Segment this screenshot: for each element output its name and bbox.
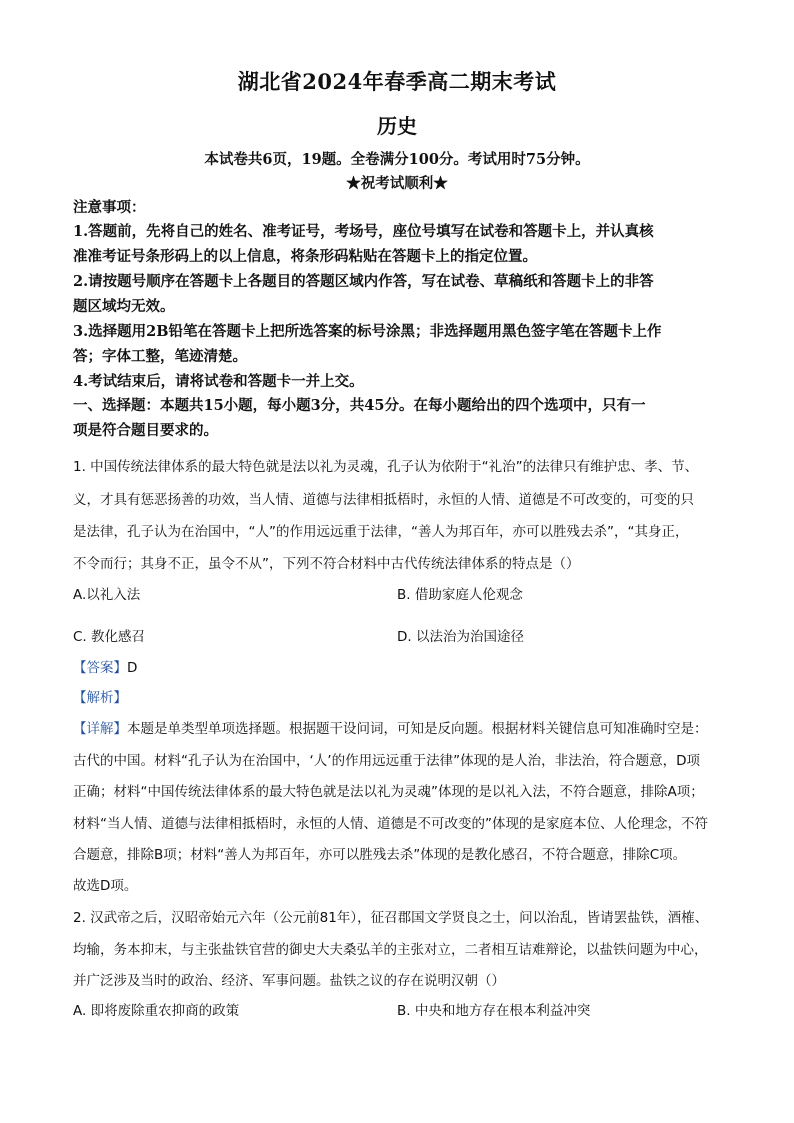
q1-analysis — [73, 686, 733, 706]
q1-option-a: A.以礼入法 — [73, 587, 141, 603]
q1-detail-line: 故选D项。 — [73, 878, 138, 894]
answer-tag: 【答案】 — [73, 660, 127, 676]
note-line: 3.选择题用2B铅笔在答题卡上把所选答案的标号涂黑；非选择题用黑色签字笔在答题卡上作 — [73, 323, 662, 340]
question-1-text: 是法律，孔子认为在治国中，“人”的作用远远重于法律，“善人为邦百年，亦可以胜残去杀”，“其身正， — [73, 524, 689, 540]
q1-option-d: D. 以法治为治国途径 — [397, 629, 524, 645]
q1-detail-line: 正确；材料“中国传统法律体系的最大特色就是法以礼为灵魂”体现的是以礼入法，不符合题意，排除A项； — [73, 784, 704, 800]
notes-heading: 注意事项： — [73, 199, 146, 216]
subject-title: 历史 — [377, 114, 417, 138]
analysis-tag: 【解析】 — [73, 690, 127, 706]
question-1-text: 不令而行；其身不正，虽令不从”，下列不符合材料中古代传统法律体系的特点是（） — [73, 556, 580, 572]
question-1-text: 1. 中国传统法律体系的最大特色就是法以礼为灵魂，孔子认为依附于“礼治”的法律只有维护忠、孝、节、 — [73, 459, 699, 475]
note-line: 2.请按题号顺序在答题卡上各题目的答题区域内作答，写在试卷、草稿纸和答题卡上的非答 — [73, 273, 654, 290]
q1-detail — [73, 717, 733, 737]
q1-answer — [73, 656, 733, 676]
note-line: 1.答题前，先将自己的姓名、准考证号，考场号，座位号填写在试卷和答题卡上，并认真核 — [73, 223, 654, 240]
q1-detail-line: 古代的中国。材料“孔子认为在治国中，‘人’的作用远远重于法律”体现的是人治，非法治，符合题意，D项 — [73, 753, 700, 769]
question-2-text: 并广泛涉及当时的政治、经济、军事问题。盐铁之议的存在说明汉朝（） — [73, 973, 505, 989]
q1-detail-line: 材料“当人情、道德与法律相抵梧时，永恒的人情、道德是不可改变的”体现的是家庭本位、人伦理念，不符 — [73, 816, 708, 832]
note-line: 准准考证号条形码上的以上信息，将条形码粘贴在答题卡上的指定位置。 — [73, 248, 537, 265]
section-heading-cont: 项是符合题目要求的。 — [73, 422, 218, 439]
q1-option-b: B. 借助家庭人伦观念 — [397, 587, 523, 603]
detail-tag: 【详解】 — [73, 721, 127, 737]
q1-option-c: C. 教化感召 — [73, 629, 146, 645]
section-heading: 一、选择题：本题共15小题，每小题3分，共45分。在每小题给出的四个选项中，只有一 — [73, 397, 646, 414]
note-line: 答；字体工整，笔迹清楚。 — [73, 348, 247, 365]
answer-value: D — [127, 660, 138, 676]
question-1-text: 义，才具有惩恶扬善的功效，当人情、道德与法律相抵梧时，永恒的人情、道德是不可改变的，可变的只 — [73, 492, 694, 508]
q1-detail-line: 合题意，排除B项；材料“善人为邦百年，亦可以胜残去杀”体现的是教化感召，不符合题意，排除C项。 — [73, 847, 687, 863]
exam-wish: ★祝考试顺利★ — [346, 175, 448, 192]
q2-option-a: A. 即将废除重农抑商的政策 — [73, 1003, 240, 1019]
note-line: 4.考试结束后，请将试卷和答题卡一并上交。 — [73, 373, 364, 390]
exam-info: 本试卷共6页，19题。全卷满分100分。考试用时75分钟。 — [204, 151, 590, 168]
exam-title: 湖北省2024年春季高二期末考试 — [237, 69, 557, 94]
question-2-text: 2. 汉武帝之后，汉昭帝始元六年（公元前81年），征召郡国文学贤良之士，问以治乱，皆请罢盐铁，酒榷、 — [73, 910, 709, 926]
question-2-text: 均输，务本抑末，与主张盐铁官营的御史大夫桑弘羊的主张对立，二者相互诘难辩论，以盐铁问题为中心， — [73, 942, 708, 958]
detail-text: 本题是单类型单项选择题。根据题干设问词，可知是反向题。根据材料关键信息可知准确时空是： — [127, 721, 708, 737]
q2-option-b: B. 中央和地方存在根本利益冲突 — [397, 1003, 591, 1019]
note-line: 题区域均无效。 — [73, 298, 175, 315]
